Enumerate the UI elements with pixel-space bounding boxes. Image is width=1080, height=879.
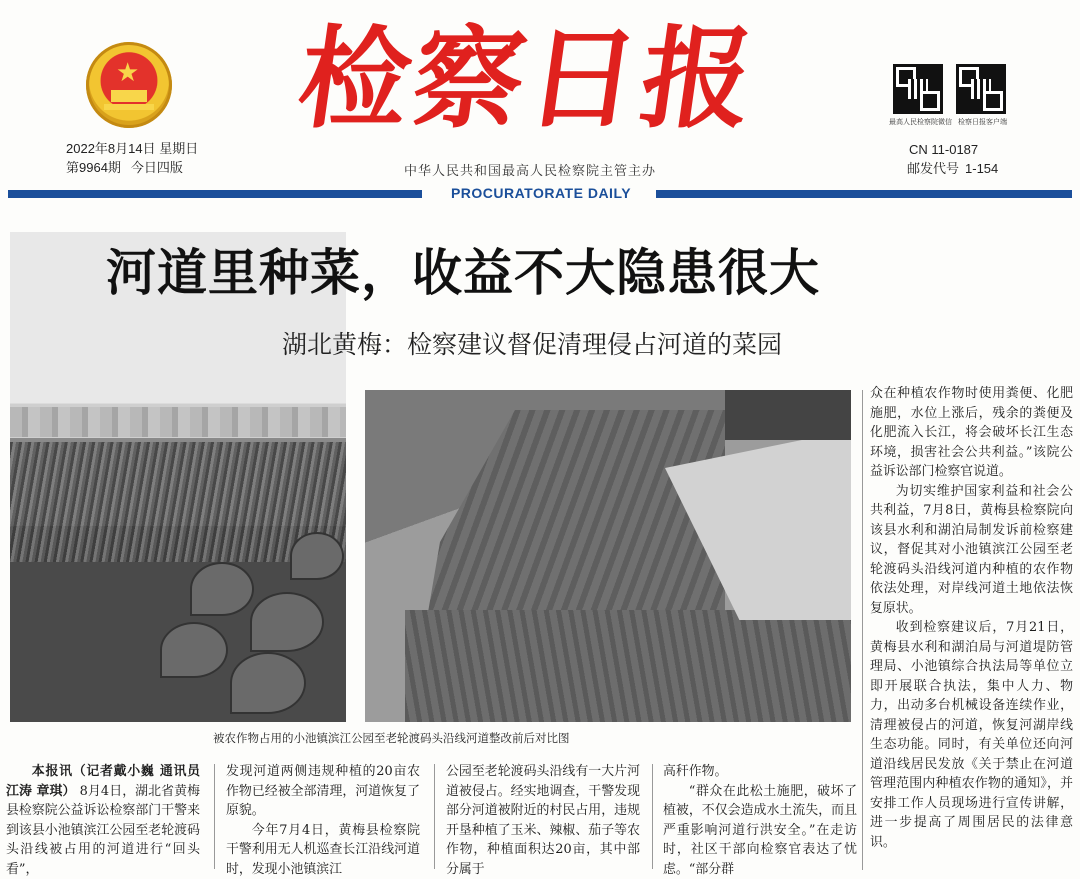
emblem-ribbon bbox=[104, 104, 154, 110]
masthead-rule bbox=[656, 190, 1072, 198]
article-column-2 bbox=[226, 762, 420, 879]
headline: 河道里种菜，收益不大隐患很大 bbox=[106, 240, 1006, 306]
paragraph: 发现河道两侧违规种植的20亩农作物已经被全部清理，河道恢复了原貌。 bbox=[226, 762, 420, 821]
column-divider bbox=[214, 764, 215, 869]
english-name: PROCURATORATE DAILY bbox=[428, 185, 654, 201]
paragraph: 众在种植农作物时使用粪便、化肥施肥，水位上涨后，残余的粪便及化肥流入长江，将会破坏长江生态环境，损害社会公共利益。”该院公益诉讼部门检察官说道。 bbox=[870, 384, 1073, 482]
article-column-1 bbox=[6, 762, 200, 879]
star-icon: ★ bbox=[116, 60, 139, 86]
paragraph: 收到检察建议后，7月21日，黄梅县水利和湖泊局与河道堤防管理局、小池镇综合执法局等单位立即开展联合执法，集中人力、物力，出动多台机械设备连续作业，清理被侵占的河道，恢复河湖岸线生态功能。同时，有关单位还向河道沿线居民发放《关于禁止在河道管理范围内种植农作物的通知》，并安排工作人员现场进行宣传讲解，进一步提高了周围居民的法律意识。 bbox=[870, 618, 1073, 852]
gate-icon bbox=[111, 90, 147, 102]
paragraph: 高秆作物。 bbox=[663, 762, 857, 782]
page-count: 今日四版 bbox=[131, 160, 183, 175]
issue-info bbox=[66, 157, 183, 176]
cn-number: CN 11-0187 bbox=[909, 142, 978, 157]
masthead-rule bbox=[8, 190, 422, 198]
column-divider bbox=[434, 764, 435, 869]
qr-code-icon[interactable] bbox=[893, 64, 943, 114]
qr-code-icon[interactable] bbox=[956, 64, 1006, 114]
date: 2022年8月14日 bbox=[66, 141, 156, 156]
qr-caption: 最高人民检察院微信 bbox=[889, 117, 952, 127]
issue-number: 第9964期 bbox=[66, 160, 121, 175]
tree-line bbox=[725, 390, 851, 440]
city-skyline bbox=[10, 407, 346, 437]
cleared-field bbox=[405, 610, 851, 722]
newspaper-title: 检察日报 bbox=[289, 4, 790, 154]
lead-text: 8月4日，湖北省黄梅县检察院公益诉讼检察部门干警来到该县小池镇滨江公园至老轮渡码头沿线被占用的河道进行“回头看”， bbox=[6, 784, 200, 877]
article-column-right bbox=[870, 384, 1073, 852]
issue-date bbox=[66, 138, 198, 157]
subheadline: 湖北黄梅：检察建议督促清理侵占河道的菜园 bbox=[282, 325, 782, 361]
paragraph: 公园至老轮渡码头沿线有一大片河道被侵占。经实地调查，干警发现部分河道被附近的村民占用，违规开垦种植了玉米、辣椒、茄子等农作物，种植面积达20亩，其中部分属于 bbox=[446, 762, 640, 879]
article-column-4 bbox=[663, 762, 857, 879]
weekday: 星期日 bbox=[159, 141, 198, 156]
taro-leaf bbox=[230, 652, 306, 714]
procuratorate-emblem bbox=[86, 42, 172, 128]
column-divider bbox=[652, 764, 653, 869]
paragraph bbox=[6, 762, 200, 879]
taro-leaf bbox=[190, 562, 254, 616]
paragraph: 为切实维护国家利益和社会公共利益，7月8日，黄梅县检察院向该县水利和湖泊局制发诉前检察建议，督促其对小池镇滨江公园至老轮渡码头沿线河道内种植的农作物依法处理，对岸线河道土地依法恢复原状。 bbox=[870, 482, 1073, 619]
post-code bbox=[907, 158, 998, 177]
taro-leaf bbox=[290, 532, 344, 580]
article-column-3 bbox=[446, 762, 640, 879]
paragraph: “群众在此松土施肥，破坏了植被，不仅会造成水土流失，而且严重影响河道行洪安全。”在走访时，社区干部向检察官表达了忧虑。“部分群 bbox=[663, 782, 857, 879]
taro-leaf bbox=[250, 592, 324, 652]
qr-caption: 检察日报客户端 bbox=[958, 117, 1007, 127]
taro-leaf bbox=[160, 622, 228, 678]
column-divider bbox=[862, 390, 863, 870]
byline: 本报讯（记者戴小巍 通讯员江涛 章琪） bbox=[6, 764, 200, 799]
paragraph: 今年7月4日，黄梅县检察院干警利用无人机巡查长江沿线河道时，发现小池镇滨江 bbox=[226, 821, 420, 879]
sponsor-line: 中华人民共和国最高人民检察院主管主办 bbox=[404, 160, 656, 179]
post-code-value: 1-154 bbox=[965, 161, 998, 176]
photo-caption: 被农作物占用的小池镇滨江公园至老轮渡码头沿线河道整改前后对比图 bbox=[213, 730, 570, 746]
photo-riverbank-aerial bbox=[365, 390, 851, 722]
post-code-label: 邮发代号 bbox=[907, 161, 959, 176]
